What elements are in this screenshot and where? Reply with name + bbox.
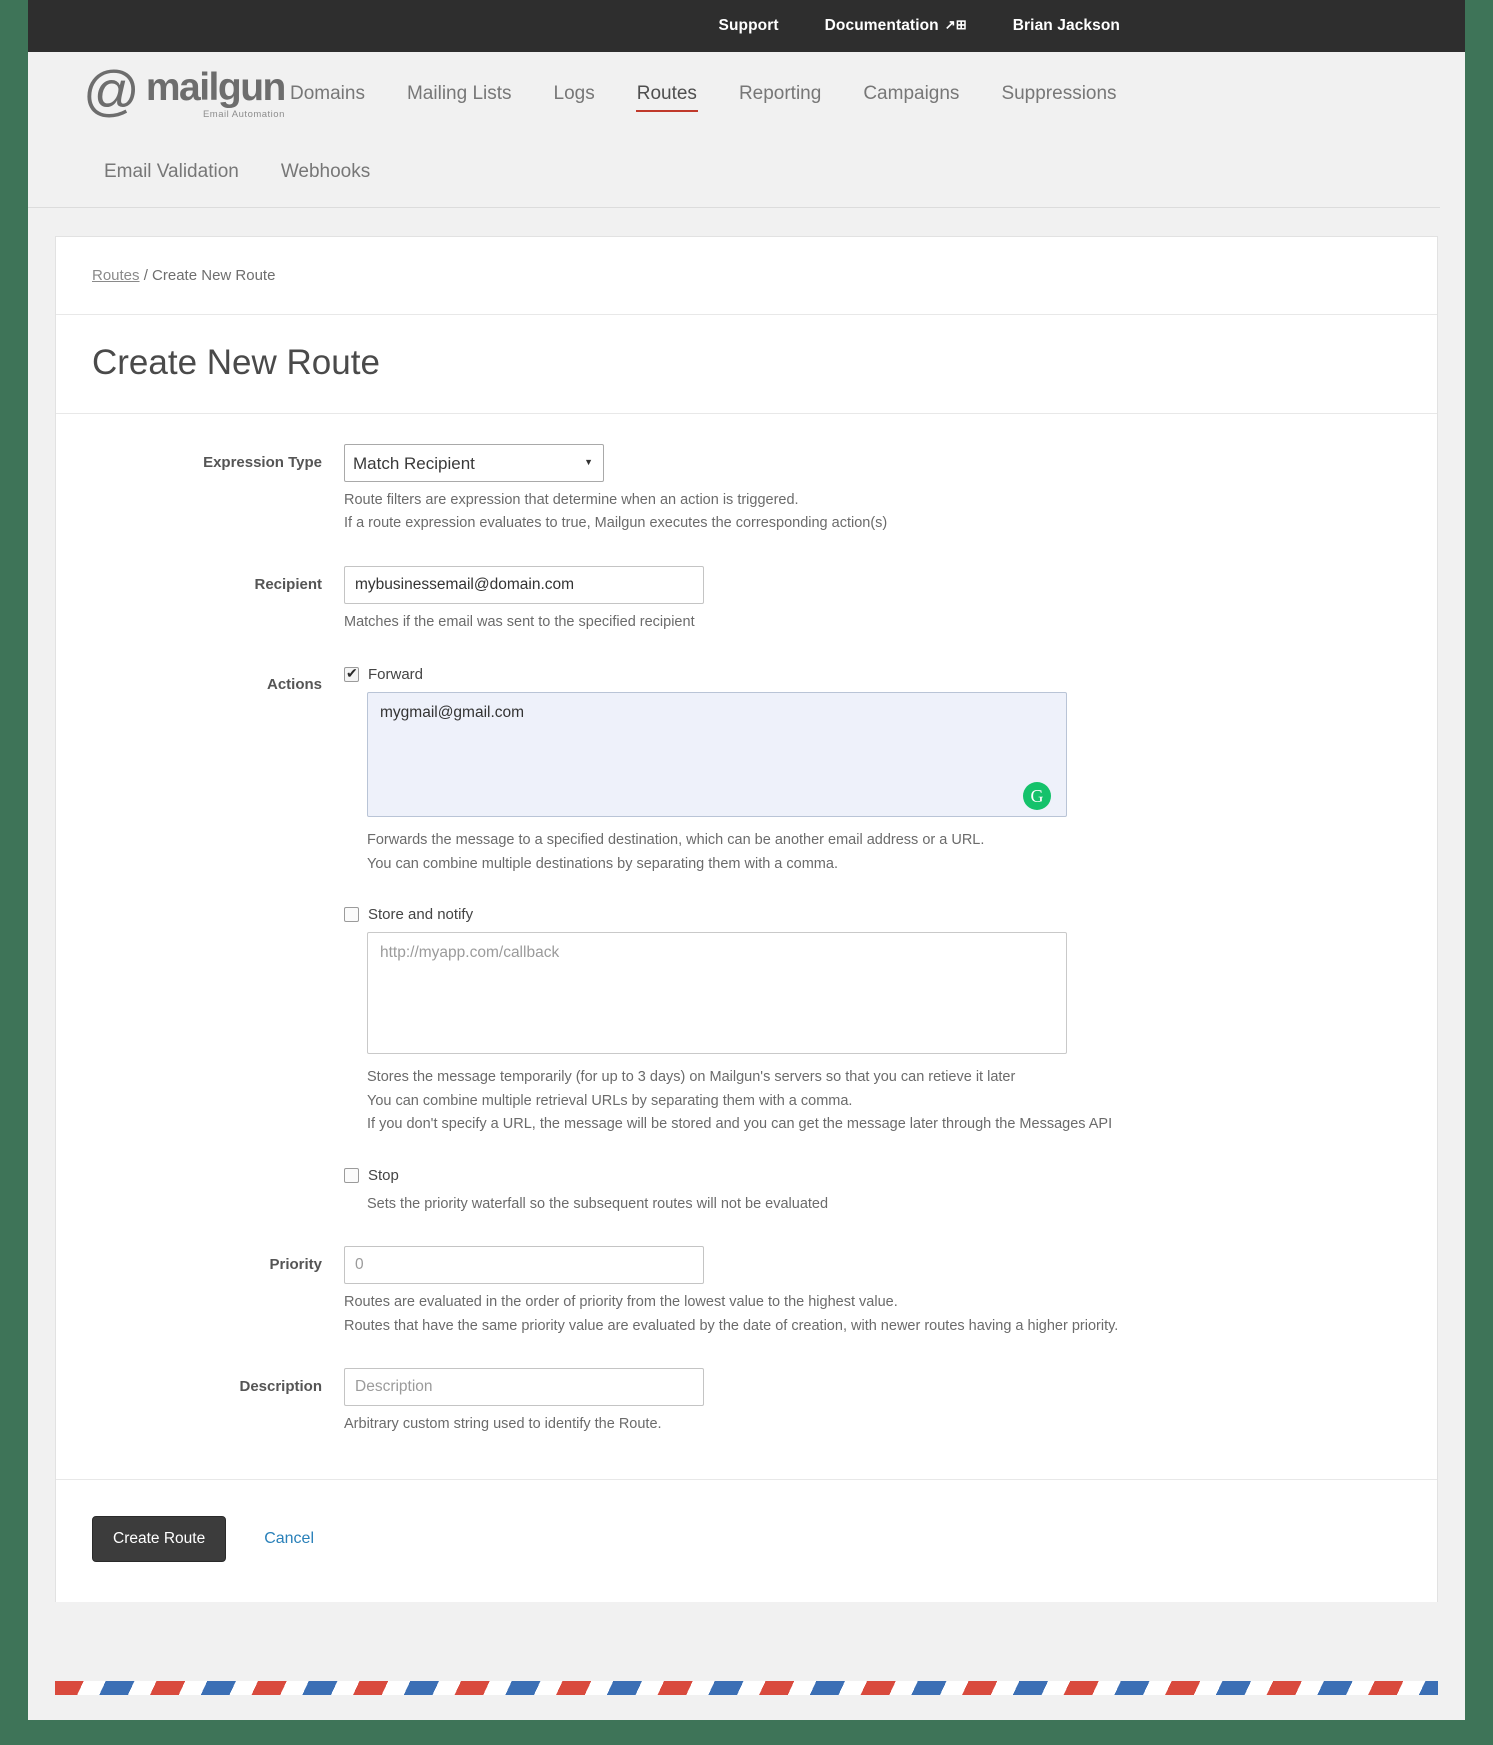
field-priority xyxy=(56,1246,1437,1338)
breadcrumb-separator: / xyxy=(139,267,153,284)
page-title: Create New Route xyxy=(56,315,1437,414)
store-notify-checkbox-row[interactable] xyxy=(344,906,1397,923)
stop-checkbox-row[interactable] xyxy=(344,1167,1397,1184)
forward-checkbox-row[interactable] xyxy=(344,666,1397,683)
main-nav xyxy=(28,52,1465,208)
logo-wordmark: mailgun xyxy=(145,66,285,110)
cancel-link[interactable]: Cancel xyxy=(264,1529,315,1547)
store-notify-checkbox[interactable] xyxy=(344,907,359,922)
forward-textarea-wrap xyxy=(344,692,1067,822)
nav-item-routes[interactable]: Routes xyxy=(616,74,718,114)
actions-label: Actions xyxy=(266,676,322,694)
recipient-label: Recipient xyxy=(254,575,322,593)
recipient-help: Matches if the email was sent to the specified recipient xyxy=(344,613,695,630)
expression-type-label: Expression Type xyxy=(203,454,322,471)
store-notify-help-3: If you don't specify a URL, the message will be stored and you can get the message later through the Messages API xyxy=(367,1116,1113,1133)
content-card xyxy=(55,236,1438,1602)
forward-checkbox[interactable] xyxy=(344,667,359,682)
field-actions xyxy=(56,666,1437,1216)
store-notify-textarea[interactable] xyxy=(367,932,1067,1054)
expression-type-help-2: If a route expression evaluates to true, Mailgun executes the corresponding action(s) xyxy=(344,515,888,532)
nav-item-webhooks[interactable]: Webhooks xyxy=(280,160,371,182)
forward-help-1: Forwards the message to a specified destination, which can be another email address or a URL. xyxy=(367,832,985,849)
create-route-form xyxy=(56,414,1437,1602)
nav-item-domains[interactable]: Domains xyxy=(290,83,365,104)
description-input[interactable] xyxy=(344,1368,704,1406)
stop-help: Sets the priority waterfall so the subsequent routes will not be evaluated xyxy=(367,1195,829,1212)
breadcrumb xyxy=(56,237,1437,315)
field-recipient xyxy=(56,566,1437,634)
field-expression-type xyxy=(56,444,1437,536)
stop-label: Stop xyxy=(368,1166,399,1184)
forward-label: Forward xyxy=(368,666,424,684)
documentation-label: Documentation xyxy=(824,17,939,34)
documentation-link[interactable] xyxy=(825,17,967,35)
mailgun-logo[interactable] xyxy=(83,59,285,122)
store-notify-help-1: Stores the message temporarily (for up to 3 days) on Mailgun's servers so that you can retieve it later xyxy=(367,1069,1016,1086)
external-link-icon: ↗⊞ xyxy=(944,17,967,32)
description-label: Description xyxy=(239,1378,322,1396)
field-description xyxy=(56,1368,1437,1436)
breadcrumb-routes-link[interactable]: Routes xyxy=(92,267,140,284)
at-icon: @ xyxy=(83,59,140,122)
store-notify-label: Store and notify xyxy=(368,906,474,924)
forward-textarea[interactable] xyxy=(367,692,1067,817)
nav-row-primary xyxy=(28,52,1465,136)
priority-label: Priority xyxy=(269,1256,322,1274)
utility-bar xyxy=(28,0,1465,52)
nav-item-reporting[interactable]: Reporting xyxy=(738,83,822,104)
nav-row-secondary xyxy=(28,136,1440,208)
nav-item-suppressions[interactable]: Suppressions xyxy=(1001,83,1117,104)
breadcrumb-current: Create New Route xyxy=(152,267,276,284)
priority-help-2: Routes that have the same priority value are evaluated by the date of creation, with newer routes having a higher priority. xyxy=(344,1317,1119,1334)
priority-help-1: Routes are evaluated in the order of priority from the lowest value to the highest value. xyxy=(344,1294,898,1311)
create-route-button[interactable]: Create Route xyxy=(92,1516,226,1562)
user-menu[interactable]: Brian Jackson xyxy=(1012,17,1120,34)
recipient-input[interactable] xyxy=(344,566,704,604)
browser-window xyxy=(28,0,1465,1720)
expression-type-select-wrap xyxy=(344,444,604,482)
expression-type-help-1: Route filters are expression that determine when an action is triggered. xyxy=(344,492,799,508)
forward-help-2: You can combine multiple destinations by separating them with a comma. xyxy=(367,855,838,872)
priority-input[interactable] xyxy=(344,1246,704,1284)
nav-item-logs[interactable]: Logs xyxy=(553,83,595,104)
nav-item-email-validation[interactable]: Email Validation xyxy=(104,160,239,182)
form-footer xyxy=(56,1479,1437,1602)
store-notify-help-2: You can combine multiple retrieval URLs by separating them with a comma. xyxy=(367,1092,853,1109)
nav-item-mailing-lists[interactable]: Mailing Lists xyxy=(406,83,512,104)
nav-links-primary xyxy=(269,74,1138,114)
support-link[interactable]: Support xyxy=(718,17,779,34)
grammarly-icon[interactable]: G xyxy=(1023,782,1051,810)
stop-checkbox[interactable] xyxy=(344,1168,359,1183)
logo-tagline: Email Automation xyxy=(202,109,285,121)
description-help: Arbitrary custom string used to identify the Route. xyxy=(344,1416,662,1433)
decorative-airmail-border xyxy=(55,1681,1438,1695)
expression-type-select[interactable] xyxy=(344,444,604,482)
nav-item-campaigns[interactable]: Campaigns xyxy=(863,83,960,104)
